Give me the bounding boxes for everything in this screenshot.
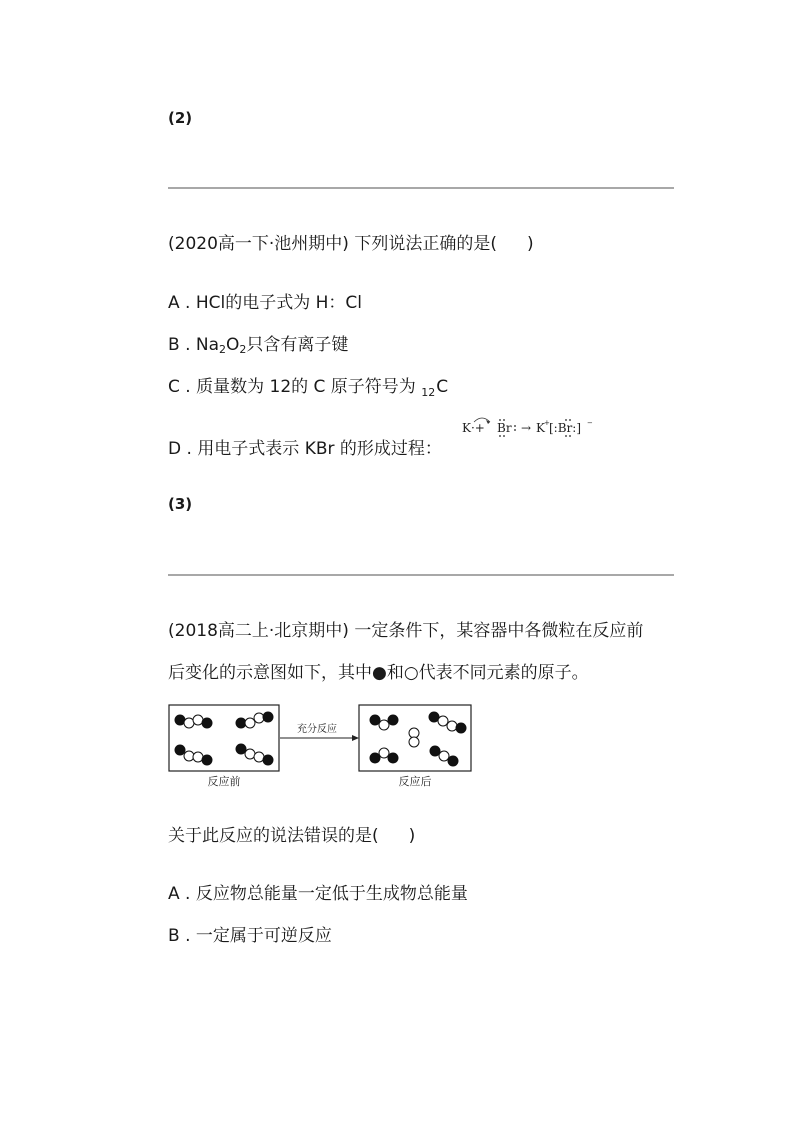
option-b[interactable]: B . $Na_2O_2$只含有离子键 [168, 335, 349, 356]
formula-br: Br [497, 421, 512, 435]
option-b[interactable]: B . 一定属于可逆反应 [168, 926, 332, 946]
svg-text:+: + [544, 419, 550, 427]
stem-text: 一定条件下，某容器中各微粒在反应前 [354, 621, 644, 641]
formula-product-k: K [536, 421, 545, 435]
divider [168, 574, 674, 576]
molecule [236, 744, 273, 765]
option-a[interactable]: A . 反应物总能量一定低于生成物总能量 [168, 884, 468, 904]
molecule [409, 728, 419, 747]
molecule [175, 745, 212, 765]
molecule [429, 712, 466, 733]
question-stem-continued: 后变化的示意图如下，其中●和○代表不同元素的原子。 [168, 663, 589, 683]
after-caption: 反应后 [398, 775, 432, 788]
formula-arrow: → [521, 421, 532, 435]
arrow-label: 充分反应 [297, 724, 337, 735]
question-number: (2) [168, 109, 193, 127]
stem-text: 下列说法正确的是 [354, 234, 491, 254]
molecule [175, 715, 212, 728]
molecule [370, 748, 398, 763]
question-prompt: 关于此反应的说法错误的是( ) [168, 826, 416, 846]
molecule [430, 746, 458, 766]
question-stem: (2020高一下·池州期中) 下列说法正确的是( ) [168, 234, 534, 254]
molecule [370, 715, 398, 730]
question-source: (2020高一下·池州期中) [168, 234, 349, 254]
before-caption: 反应前 [207, 775, 241, 788]
question-source: (2018高二上·北京期中) [168, 621, 349, 641]
question-stem [168, 616, 643, 641]
molecule [236, 712, 273, 728]
question-number: (3) [168, 495, 193, 513]
option-a[interactable]: A . HCl的电子式为 H：Cl [168, 293, 363, 313]
reaction-diagram [168, 704, 478, 792]
divider [168, 187, 674, 189]
option-d[interactable]: D . 用电子式表示 KBr 的形成过程： [168, 439, 442, 459]
formula-k: K·+ [462, 421, 485, 435]
svg-text:−: − [587, 419, 593, 427]
kbr-formation-formula [460, 412, 594, 442]
option-c[interactable]: C . 质量数为 12的 C 原子符号为 $_{12}$C [168, 377, 449, 399]
formula-product-br: [:Br:] [549, 421, 582, 435]
